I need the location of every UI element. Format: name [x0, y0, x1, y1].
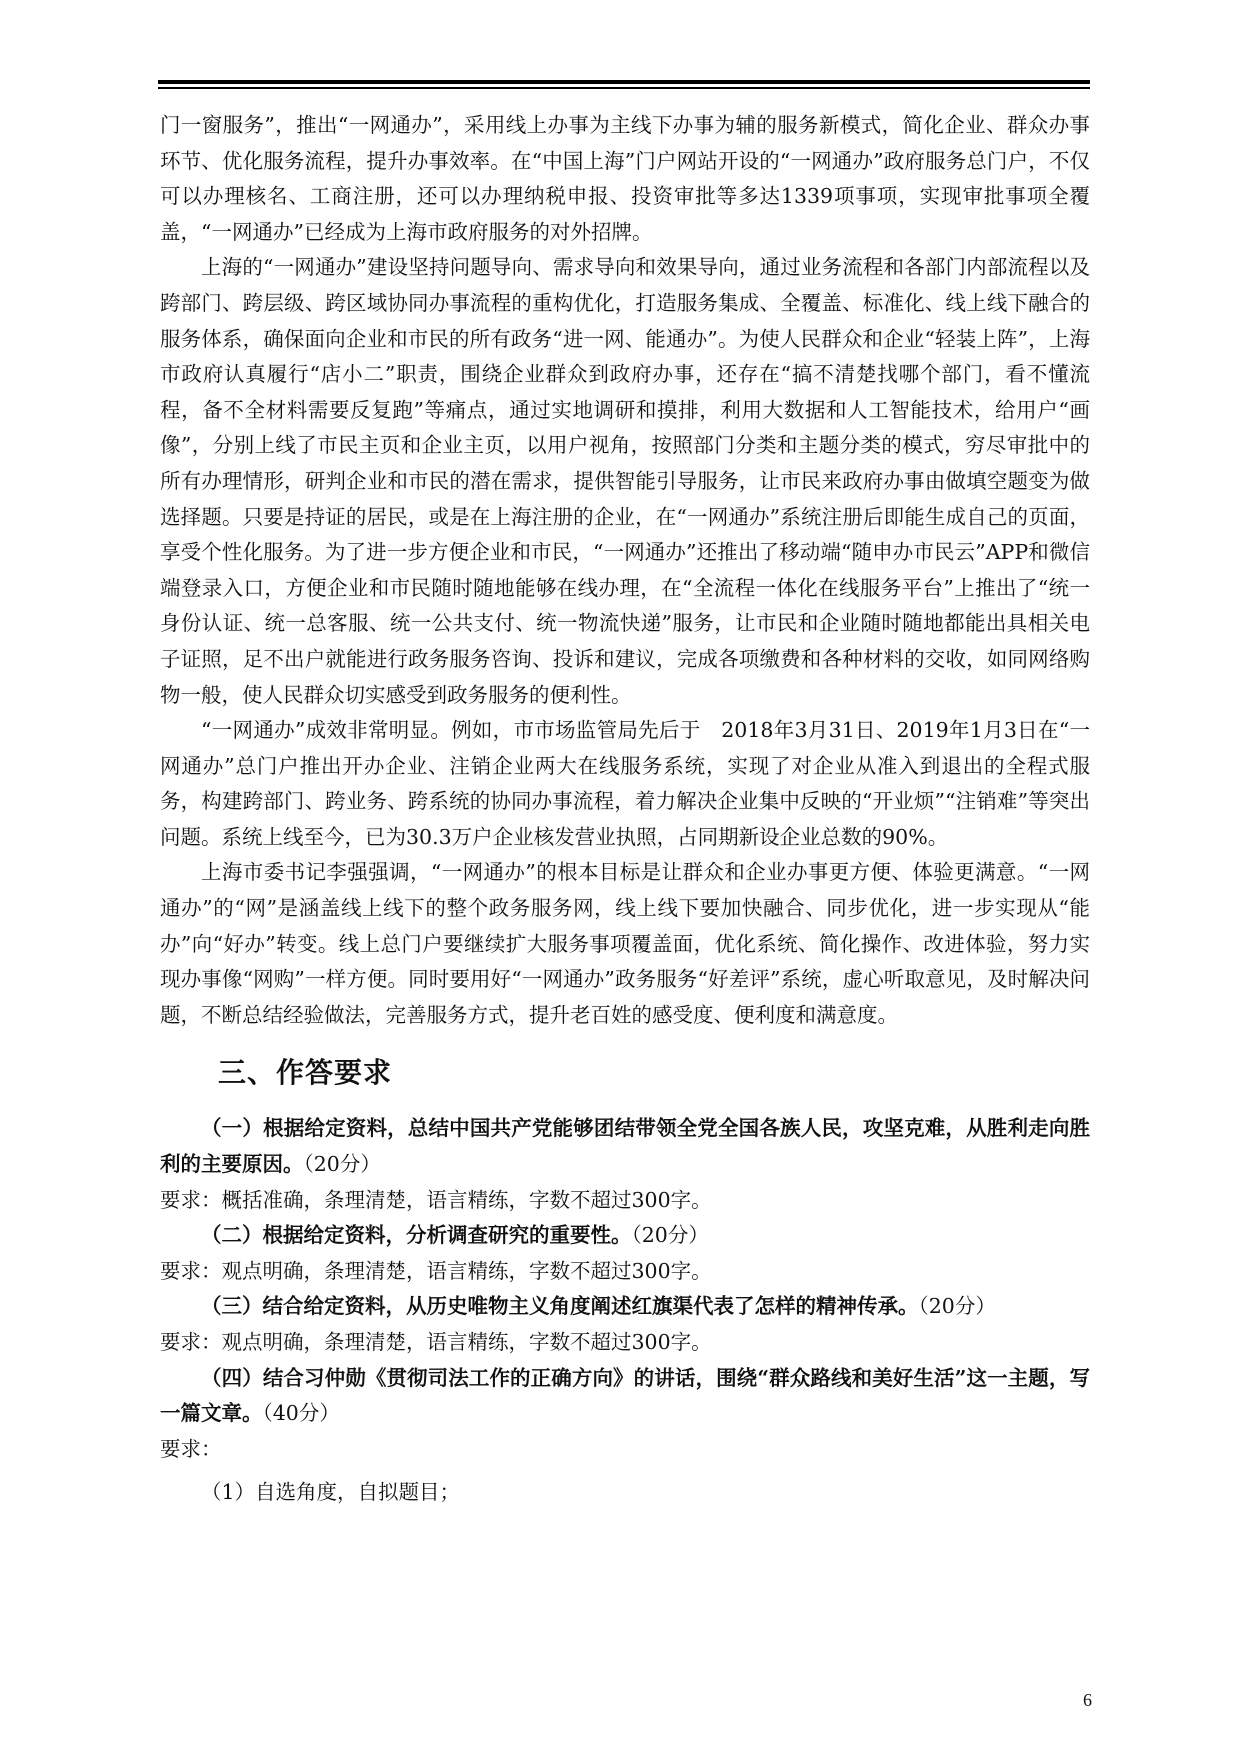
question-3-text: 结合给定资料，从历史唯物主义角度阐述红旗渠代表了怎样的精神传承。 [262, 1294, 919, 1319]
paragraph-1: 门一窗服务”，推出“一网通办”，采用线上办事为主线下办事为辅的服务新模式，简化企业、群众办事环节、优化服务流程，提升办事效率。在“中国上海”门户网站开设的“一网通办”政府服务总门户，不仅可以办理核名、工商注册，还可以办理纳税申报、投资审批等多达1339项事项，实现审批事项全覆盖，“一网通办”已经成为上海市政府服务的对外招牌。 [160, 113, 1090, 244]
question-3-number: （三） [201, 1294, 263, 1319]
question-2-requirement: 要求：观点明确，条理清楚，语言精练，字数不超过300字。 [160, 1258, 712, 1283]
page-body [160, 108, 1090, 1511]
question-2 [160, 1218, 1090, 1254]
page-number: 6 [1083, 1690, 1092, 1710]
section-title: 三、作答要求 [218, 1056, 393, 1090]
paragraph-2: 上海的“一网通办”建设坚持问题导向、需求导向和效果导向，通过业务流程和各部门内部流程以及跨部门、跨层级、跨区域协同办事流程的重构优化，打造服务集成、全覆盖、标准化、线上线下融合的服务体系，确保面向企业和市民的所有政务“进一网、能通办”。为使人民群众和企业“轻装上阵”，上海市政府认真履行“店小二”职责，围绕企业群众到政府办事，还存在“搞不清楚找哪个部门，看不懂流程，备不全材料需要反复跑”等痛点，通过实地调研和摸排，利用大数据和人工智能技术，给用户“画像”，分别上线了市民主页和企业主页，以用户视角，按照部门分类和主题分类的模式，穷尽审批中的所有办理情形，研判企业和市民的潜在需求，提供智能引导服务，让市民来政府办事由做填空题变为做选择题。只要是持证的居民，或是在上海注册的企业，在“一网通办”系统注册后即能生成自己的页面，享受个性化服务。为了进一步方便企业和市民，“一网通办”还推出了移动端“随申办市民云”APP和微信端登录入口，方便企业和市民随时随地能够在线办理，在“全流程一体化在线服务平台”上推出了“统一身份认证、统一总客服、统一公共支付、统一物流快递”服务，让市民和企业随时随地都能出具相关电子证照，足不出户就能进行政务服务咨询、投诉和建议，完成各项缴费和各种材料的交收，如同网络购物一般，使人民群众切实感受到政务服务的便利性。 [160, 255, 1090, 707]
question-4-number: （四） [201, 1365, 263, 1390]
question-4-requirement: 要求： [160, 1436, 222, 1461]
question-1-requirement: 要求：概括准确，条理清楚，语言精练，字数不超过300字。 [160, 1187, 712, 1212]
question-1-number: （一） [201, 1116, 264, 1141]
question-3 [160, 1289, 1090, 1325]
question-2-text: 根据给定资料，分析调查研究的重要性。 [262, 1223, 632, 1248]
question-2-score: （20分） [631, 1223, 709, 1248]
question-1 [160, 1111, 1090, 1182]
question-2-number: （二） [201, 1223, 263, 1248]
header-rule-thin [158, 87, 1090, 89]
question-4-score: （40分） [262, 1401, 340, 1426]
question-1-text: 根据给定资料，总结中国共产党能够团结带领全党全国各族人民，攻坚克难，从胜利走向胜利的主要原因。 [160, 1116, 1091, 1177]
question-4-text: 结合习仲勋《贯彻司法工作的正确方向》的讲话，围绕“群众路线和美好生活”这一主题，写一篇文章。 [160, 1365, 1090, 1426]
question-4 [160, 1361, 1090, 1432]
question-3-requirement: 要求：观点明确，条理清楚，语言精练，字数不超过300字。 [160, 1330, 712, 1354]
paragraph-3: “一网通办”成效非常明显。例如，市市场监管局先后于 2018年3月31日、2019年1月3日在“一网通办”总门户推出开办企业、注销企业两大在线服务系统，实现了对企业从准入到退出的全程式服务，构建跨部门、跨业务、跨系统的协同办事流程，着力解决企业集中反映的“开业烦”“注销难”等突出问题。系统上线至今，已为30.3万户企业核发营业执照，占同期新设企业总数的90%。 [160, 718, 1090, 849]
header-rule-thick [158, 80, 1090, 84]
question-3-score: （20分） [918, 1294, 996, 1319]
sub-requirement-1: （1）自选角度，自拟题目； [201, 1480, 461, 1505]
paragraph-4: 上海市委书记李强强调，“一网通办”的根本目标是让群众和企业办事更方便、体验更满意。“一网通办”的“网”是涵盖线上线下的整个政务服务网，线上线下要加快融合、同步优化，进一步实现从“能办”向“好办”转变。线上总门户要继续扩大服务事项覆盖面，优化系统、简化操作、改进体验，努力实现办事像“网购”一样方便。同时要用好“一网通办”政务服务“好差评”系统，虚心听取意见，及时解决问题，不断总结经验做法，完善服务方式，提升老百姓的感受度、便利度和满意度。 [160, 860, 1090, 1027]
question-1-score: （20分） [303, 1152, 381, 1177]
